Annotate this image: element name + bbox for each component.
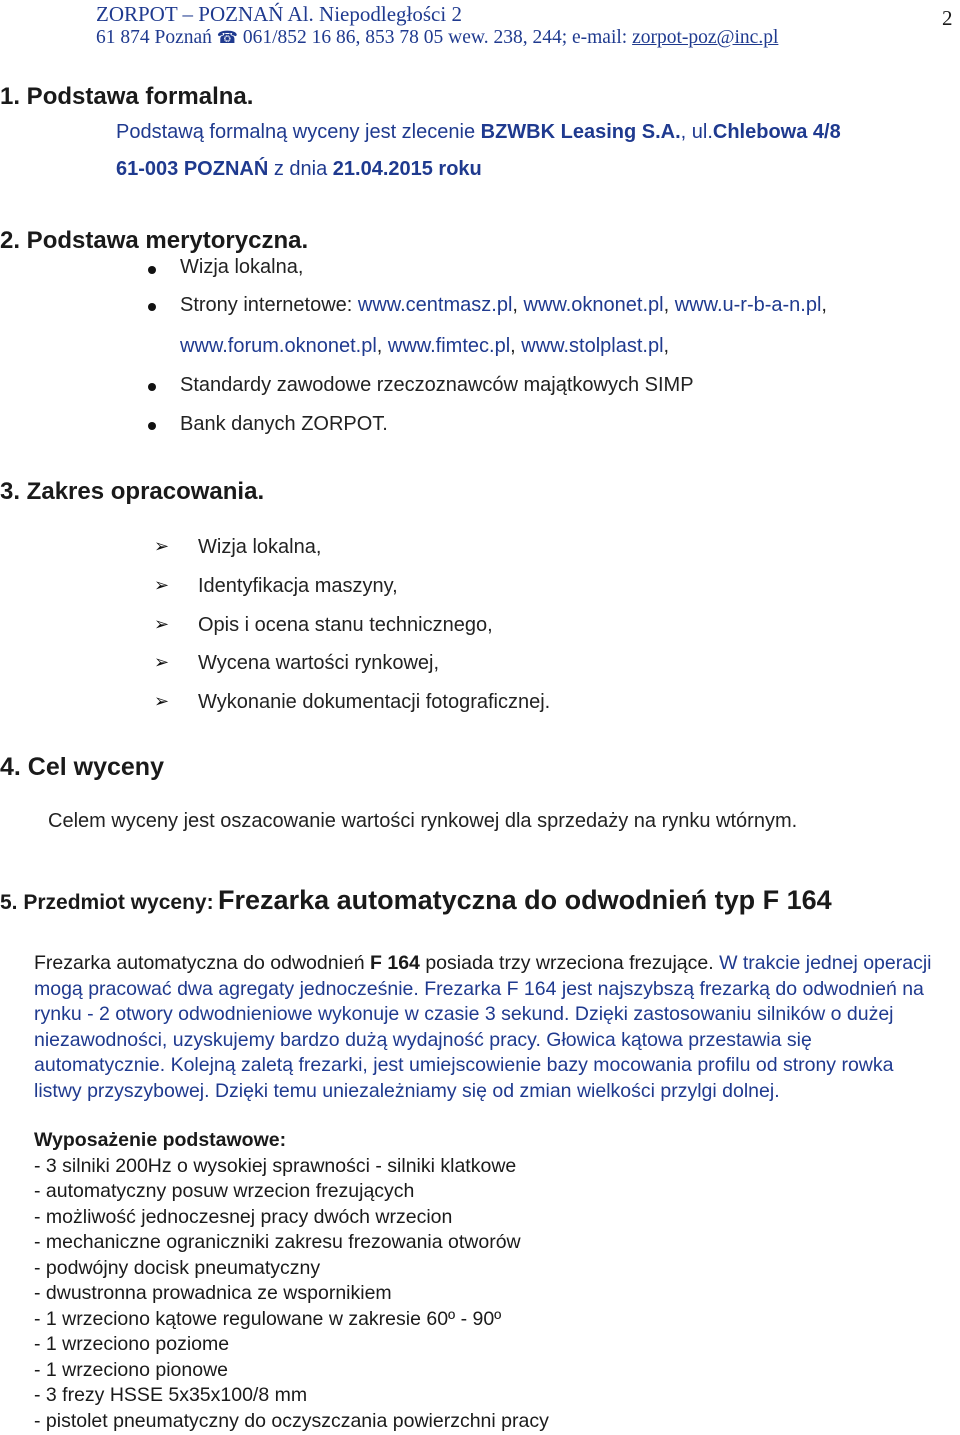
equipment-item: - 1 wrzeciono kątowe regulowane w zakresie 60º - 90º xyxy=(34,1308,502,1330)
equipment-item: - 1 wrzeciono pionowe xyxy=(34,1359,229,1381)
s1-postcode: 61-003 POZNAŃ xyxy=(116,158,269,180)
equipment-item: - automatyczny posuw wrzecion frezujących xyxy=(34,1180,415,1202)
section-1-line-1 xyxy=(116,121,841,144)
equipment-heading: Wyposażenie podstawowe: xyxy=(34,1129,287,1151)
header-address: ZORPOT – POZNAŃ Al. Niepodległości 2 xyxy=(96,2,462,26)
section-2-heading: 2. Podstawa merytoryczna. xyxy=(0,227,309,254)
s2-item-3: Standardy zawodowe rzeczoznawców majątkowych SIMP xyxy=(180,374,694,396)
s2-item-2-label: Strony internetowe: xyxy=(180,294,353,316)
link-forum-oknonet[interactable]: www.forum.oknonet.pl xyxy=(180,335,377,357)
s1-text-b: z dnia xyxy=(273,158,328,180)
s1-text-a: Podstawą formalną wyceny jest zlecenie xyxy=(116,121,476,143)
s1-text-c: , ul. xyxy=(680,121,713,143)
phone-icon: ☎ xyxy=(216,28,238,47)
equipment-item: - możliwość jednoczesnej pracy dwóch wrzecion xyxy=(34,1206,453,1228)
link-stolplast[interactable]: www.stolplast.pl xyxy=(521,335,664,357)
link-fimtec[interactable]: www.fimtec.pl xyxy=(387,335,511,357)
header-phone: 061/852 16 86, 853 78 05 wew. 238, 244; e-mail: xyxy=(242,27,628,48)
section-4-heading: 4. Cel wyceny xyxy=(0,753,164,781)
s5-heading-label: 5. Przedmiot wyceny: xyxy=(0,891,214,914)
arrow-bullet-icon: ➢ xyxy=(154,652,170,672)
section-5-heading xyxy=(0,885,832,916)
header-city: 61 874 Poznań xyxy=(96,27,212,48)
s5-desc-d: W trakcie jednej operacji mogą pracować dwa agregaty jednocześnie. Frezarka F 164 jest najszybszą frezarką do odwodnień na rynku - 2 otwory odwodnieniowe wykonuje w czasie 3 sekund. Dzięki zastosowaniu silników o dużej niezawodności, uzyskujemy bardzo dużą wydajność pracy. Głowica kątowa przestawia się automatycznie. Kolejną zaletą frezarki, jest umiejscowienie bazy mocowania profilu od strony rowka listwy przyszybowej. Dzięki temu uniezależniamy się od zmian wielkości przylgi dolnej. xyxy=(34,952,932,1102)
link-urban[interactable]: www.u-r-b-a-n.pl xyxy=(674,294,822,316)
bullet-icon xyxy=(148,266,156,274)
equipment-item: - 3 silniki 200Hz o wysokiej sprawności - silniki klatkowe xyxy=(34,1155,517,1177)
s5-heading-title: Frezarka automatyczna do odwodnień typ F 164 xyxy=(218,885,832,915)
s5-desc-c: posiada trzy wrzeciona frezujące. xyxy=(425,952,714,974)
s4-text: Celem wyceny jest oszacowanie wartości rynkowej dla sprzedaży na rynku wtórnym. xyxy=(48,810,798,832)
link-oknonet[interactable]: www.oknonet.pl xyxy=(523,294,664,316)
equipment-item: - dwustronna prowadnica ze wspornikiem xyxy=(34,1282,392,1304)
s2-links-row-2: www.forum.oknonet.pl, www.fimtec.pl, www.stolplast.pl, xyxy=(180,335,670,357)
s1-client: BZWBK Leasing S.A. xyxy=(480,121,681,143)
arrow-bullet-icon: ➢ xyxy=(154,536,170,556)
arrow-bullet-icon: ➢ xyxy=(154,575,170,595)
s1-date: 21.04.2015 roku xyxy=(332,158,482,180)
s2-item-4: Bank danych ZORPOT. xyxy=(180,413,388,435)
arrow-bullet-icon: ➢ xyxy=(154,691,170,711)
s5-desc-model: F 164 xyxy=(370,952,420,974)
bullet-icon xyxy=(148,303,156,311)
link-centmasz[interactable]: www.centmasz.pl xyxy=(357,294,513,316)
section-1-line-2 xyxy=(116,158,482,181)
s3-item-4: Wycena wartości rynkowej, xyxy=(198,652,440,674)
equipment-item: - 1 wrzeciono poziome xyxy=(34,1333,230,1355)
s3-item-1: Wizja lokalna, xyxy=(198,536,322,558)
header-email-link[interactable]: zorpot-poz@inc.pl xyxy=(632,27,779,48)
header-contact xyxy=(96,27,778,49)
bullet-icon xyxy=(148,383,156,391)
bullet-icon xyxy=(148,422,156,430)
s3-item-5: Wykonanie dokumentacji fotograficznej. xyxy=(198,691,551,713)
s1-street: Chlebowa 4/8 xyxy=(712,121,841,143)
s2-item-1: Wizja lokalna, xyxy=(180,256,304,278)
arrow-bullet-icon: ➢ xyxy=(154,614,170,634)
s3-item-2: Identyfikacja maszyny, xyxy=(198,575,398,597)
equipment-item: - mechaniczne ograniczniki zakresu frezowania otworów xyxy=(34,1231,521,1253)
s5-description xyxy=(34,951,934,1104)
equipment-item: - podwójny docisk pneumatyczny xyxy=(34,1257,321,1279)
section-3-heading: 3. Zakres opracowania. xyxy=(0,478,265,505)
section-1-heading: 1. Podstawa formalna. xyxy=(0,83,254,110)
s2-item-2: Strony internetowe: www.centmasz.pl, www.oknonet.pl, www.u-r-b-a-n.pl, xyxy=(180,294,827,316)
s5-desc-a: Frezarka automatyczna do odwodnień xyxy=(34,952,365,974)
equipment-item: - pistolet pneumatyczny do oczyszczania powierzchni pracy xyxy=(34,1410,549,1432)
s3-item-3: Opis i ocena stanu technicznego, xyxy=(198,614,493,636)
equipment-item: - 3 frezy HSSE 5x35x100/8 mm xyxy=(34,1384,308,1406)
page-number: 2 xyxy=(942,6,953,30)
